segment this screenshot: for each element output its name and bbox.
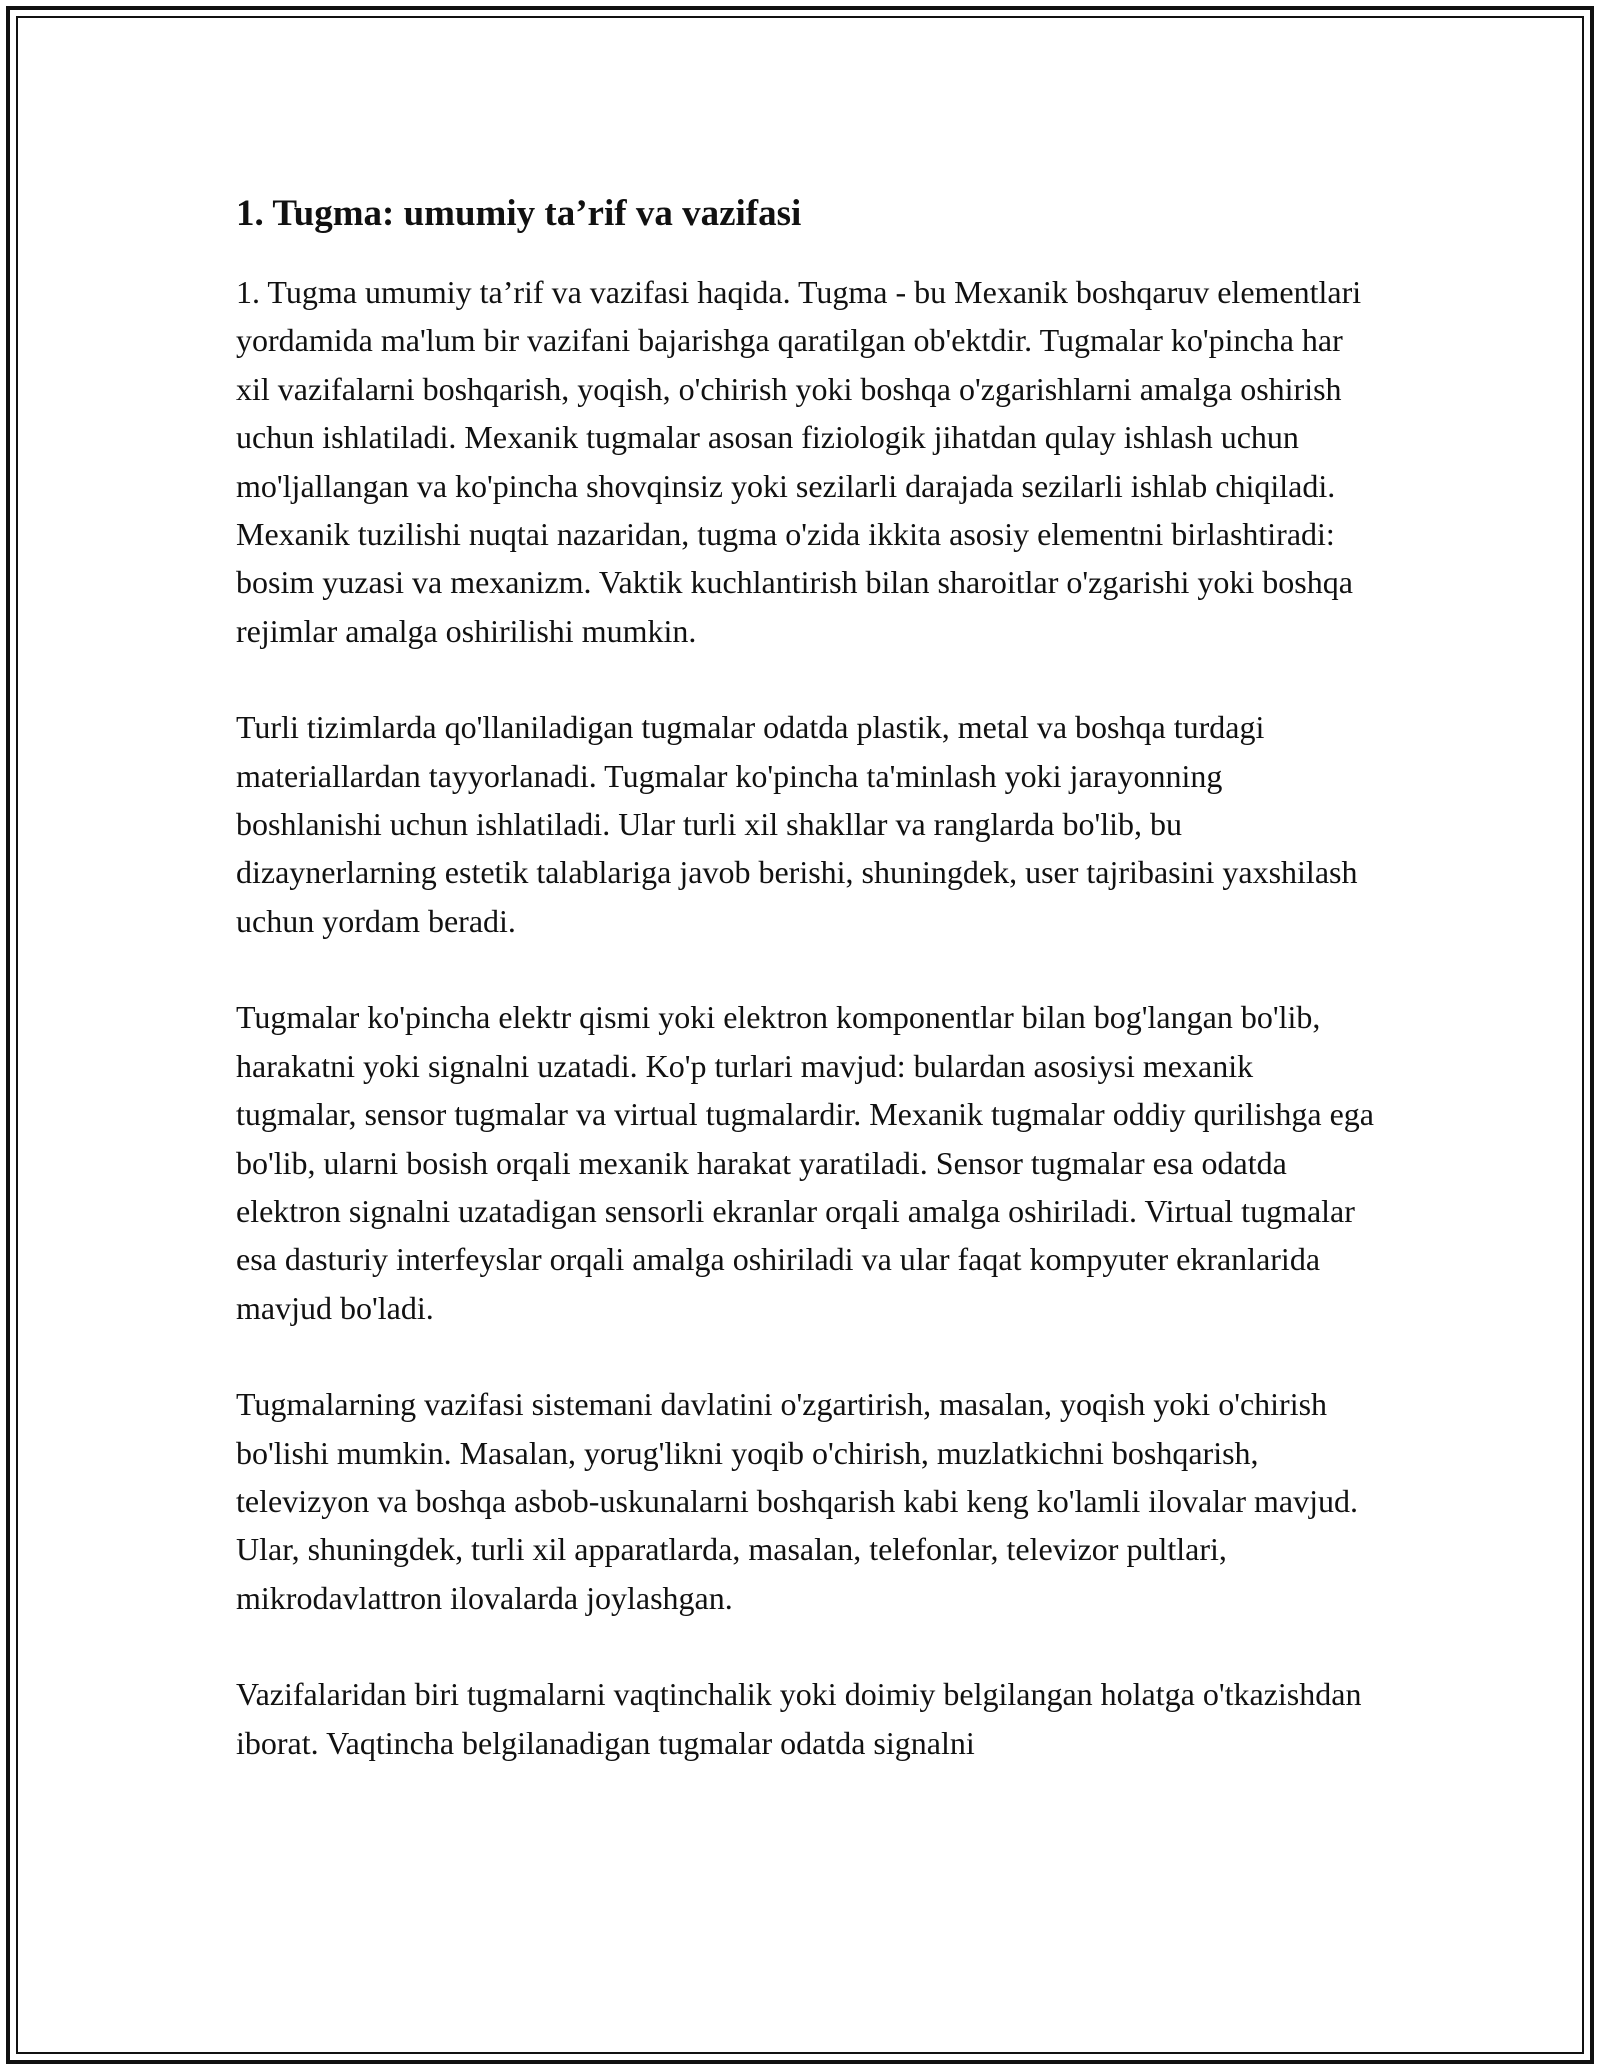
paragraph-3: Tugmalar ko'pincha elektr qismi yoki elektron komponentlar bilan bog'langan bo'lib, harakatni yoki signalni uzatadi. Ko'p turlari mavjud: bulardan asosiysi mexanik tugmalar, sensor tugmalar va virtual tugmalardir. Mexanik tugmalar oddiy qurilishga ega bo'lib, ularni bosish orqali mexanik harakat yaratiladi. Sensor tugmalar esa odatda elektron signalni uzatadigan sensorli ekranlar orqali amalga oshiriladi. Virtual tugmalar esa dasturiy interfeyslar orqali amalga oshiriladi va ular faqat kompyuter ekranlarida mavjud bo'ladi. xyxy=(236,999,1374,1326)
paragraph-1: 1. Tugma umumiy ta’rif va vazifasi haqida. Tugma - bu Mexanik boshqaruv elementlari yordamida ma'lum bir vazifani bajarishga qaratilgan ob'ektdir. Tugmalar ko'pincha har xil vazifalarni boshqarish, yoqish, o'chirish yoki boshqa o'zgarishlarni amalga oshirish uchun ishlatiladi. Mexanik tugmalar asosan fiziologik jihatdan qulay ishlash uchun mo'ljallangan va ko'pincha shovqinsiz yoki sezilarli darajada sezilarli ishlab chiqiladi. Mexanik tuzilishi nuqtai nazaridan, tugma o'zida ikkita asosiy elementni birlashtiradi: bosim yuzasi va mexanizm. Vaktik kuchlantirish bilan sharoitlar o'zgarishi yoki boshqa rejimlar amalga oshirilishi mumkin. xyxy=(236,274,1362,649)
paragraph-5: Vazifalaridan biri tugmalarni vaqtinchalik yoki doimiy belgilangan holatga o'tkazishdan iborat. Vaqtincha belgilanadigan tugmalar odatda signalni xyxy=(236,1676,1362,1761)
section-heading: 1. Tugma: umumiy ta’rif va vazifasi xyxy=(236,193,802,234)
paragraph-4: Tugmalarning vazifasi sistemani davlatini o'zgartirish, masalan, yoqish yoki o'chirish bo'lishi mumkin. Masalan, yorug'likni yoqib o'chirish, muzlatkichni boshqarish, televizyon va boshqa asbob-uskunalarni boshqarish kabi keng ko'lamli ilovalar mavjud. Ular, shuningdek, turli xil apparatlarda, masalan, telefonlar, televizor pultlari, mikrodavlattron ilovalarda joylashgan. xyxy=(236,1386,1358,1616)
document-body xyxy=(236,186,1376,1767)
paragraph-2: Turli tizimlarda qo'llaniladigan tugmalar odatda plastik, metal va boshqa turdagi materiallardan tayyorlanadi. Tugmalar ko'pincha ta'minlash yoki jarayonning boshlanishi uchun ishlatiladi. Ular turli xil shakllar va ranglarda bo'lib, bu dizaynerlarning estetik talablariga javob berishi, shuningdek, user tajribasini yaxshilash uchun yordam beradi. xyxy=(236,709,1358,939)
